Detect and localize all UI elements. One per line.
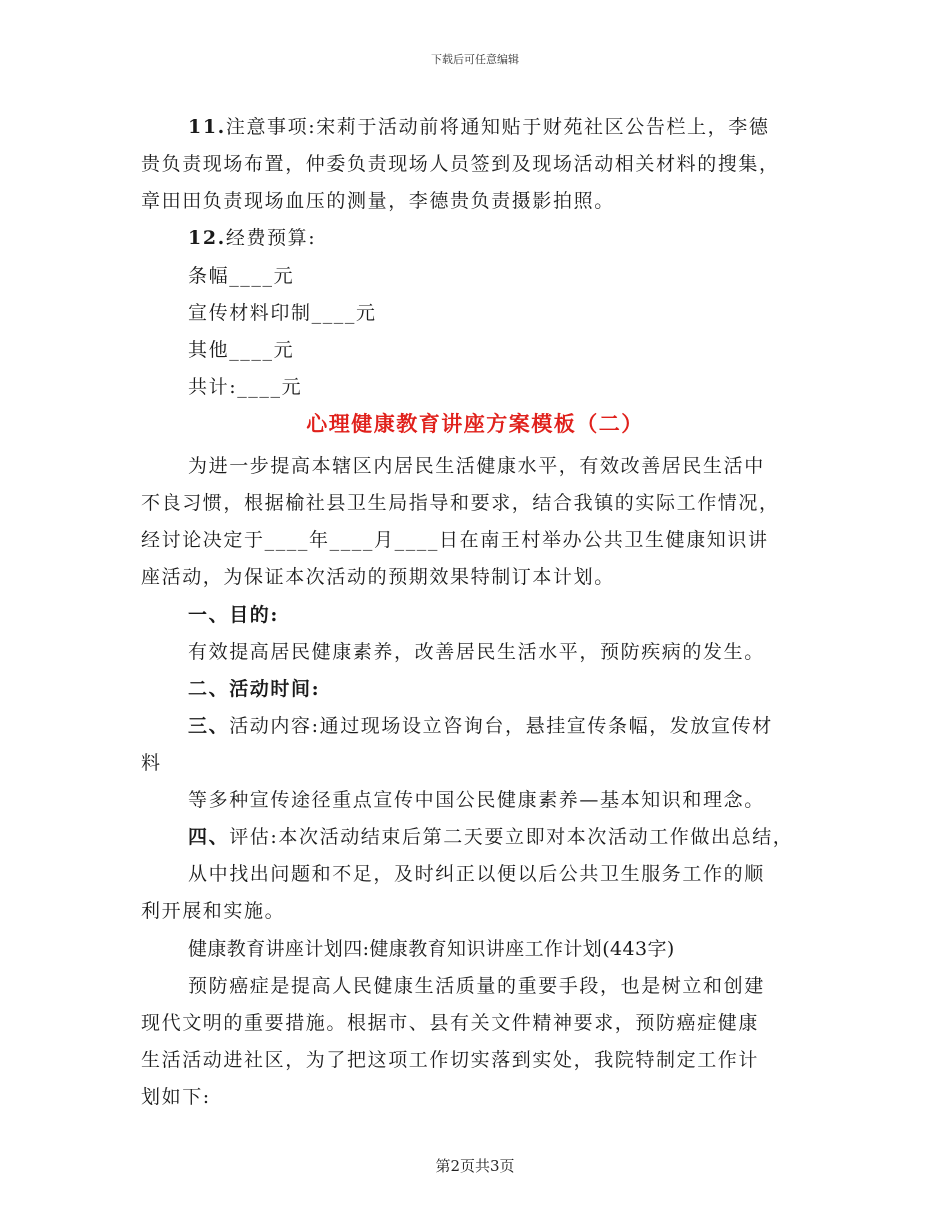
paragraph-line: 等多种宣传途径重点宣传中国公民健康素养—基本知识和理念。 <box>188 789 765 811</box>
section-content-label: 三、 <box>188 715 230 737</box>
item-12 <box>188 226 316 250</box>
item-12-number: 12. <box>188 227 226 249</box>
paragraph-line: 预防癌症是提高人民健康生活质量的重要手段，也是树立和创建 <box>188 975 765 997</box>
section-evaluation-text: 评估:本次活动结束后第二天要立即对本次活动工作做出总结， <box>229 826 794 848</box>
paragraph-line: 章田田负责现场血压的测量，李德贵负责摄影拍照。 <box>141 190 615 212</box>
item-12-text: 经费预算: <box>225 227 317 249</box>
paragraph-line: 有效提高居民健康素养，改善居民生活水平，预防疾病的发生。 <box>188 641 765 663</box>
section-title: 心理健康教育讲座方案模板（二） <box>306 411 644 436</box>
paragraph-line: 利开展和实施。 <box>141 900 286 922</box>
section-content <box>188 714 773 738</box>
heading-time: 二、活动时间: <box>188 678 321 700</box>
budget-line-total: 共计:____元 <box>188 376 303 398</box>
paragraph-line: 座活动，为保证本次活动的预期效果特制订本计划。 <box>141 566 615 588</box>
budget-line-banner: 条幅____元 <box>188 265 295 287</box>
paragraph-line: 生活活动进社区，为了把这项工作切实落到实处，我院特制定工作计 <box>141 1049 760 1071</box>
paragraph-line: 为进一步提高本辖区内居民生活健康水平，有效改善居民生活中 <box>188 455 765 477</box>
item-11 <box>188 115 769 139</box>
budget-line-printing: 宣传材料印制____元 <box>188 302 377 324</box>
paragraph-line: 现代文明的重要措施。根据市、县有关文件精神要求，预防癌症健康 <box>141 1012 760 1034</box>
paragraph-line: 经讨论决定于____年____月____日在南王村举办公共卫生健康知识讲 <box>141 529 769 551</box>
budget-line-other: 其他____元 <box>188 339 295 361</box>
paragraph-line: 不良习惯，根据榆社县卫生局指导和要求，结合我镇的实际工作情况， <box>141 492 780 514</box>
paragraph-line: 划如下: <box>141 1086 211 1108</box>
section-evaluation-label: 四、 <box>188 826 230 848</box>
section-evaluation <box>188 825 793 849</box>
item-11-text: 注意事项:宋莉于活动前将通知贴于财苑社区公告栏上，李德 <box>225 116 770 138</box>
paragraph-line: 从中找出问题和不足，及时纠正以便以后公共卫生服务工作的顺 <box>188 863 765 885</box>
heading-purpose: 一、目的: <box>188 604 280 626</box>
paragraph-line: 贵负责现场布置，仲委负责现场人员签到及现场活动相关材料的搜集， <box>141 153 780 175</box>
plan-title: 健康教育讲座计划四:健康教育知识讲座工作计划(443字) <box>188 938 675 960</box>
paragraph-line: 料 <box>141 752 162 774</box>
item-11-number: 11. <box>188 116 226 138</box>
section-content-text: 活动内容:通过现场设立咨询台，悬挂宣传条幅，发放宣传材 <box>229 715 773 737</box>
page-header: 下载后可任意编辑 <box>431 53 519 66</box>
page-footer: 第2页共3页 <box>435 1157 515 1175</box>
